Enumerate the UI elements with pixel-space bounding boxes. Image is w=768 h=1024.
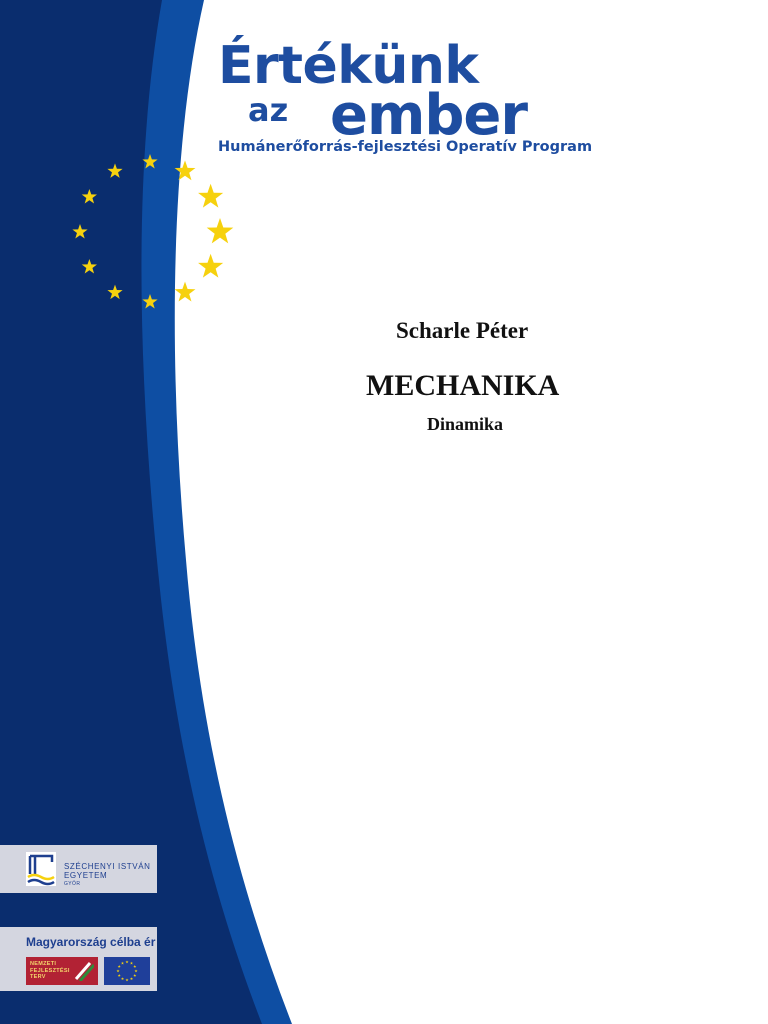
university-badge: [0, 845, 157, 893]
university-emblem-icon: [26, 852, 56, 886]
nft-badge: [0, 927, 157, 991]
nft-logo: [26, 957, 98, 985]
eu-star: [175, 282, 196, 302]
nft-logo-text: [30, 961, 70, 981]
eu-star: [207, 218, 234, 243]
university-line2: EGYETEM: [64, 871, 108, 880]
nft-logo-line1: NEMZETI: [30, 961, 57, 967]
nft-logo-line3: TERV: [30, 974, 46, 980]
book-title: MECHANIKA: [366, 369, 560, 402]
program-name: Humánerőforrás-fejlesztési Operatív Program: [218, 139, 593, 155]
author-name: Scharle Péter: [396, 318, 529, 343]
nft-logo-line2: FEJLESZTÉSI: [30, 967, 70, 974]
flag-stripe-icon: [74, 961, 94, 981]
logo-ember: ember: [330, 83, 528, 148]
university-name: [64, 862, 151, 889]
university-line1: SZÉCHENYI ISTVÁN: [64, 862, 151, 871]
nft-slogan: Magyarország célba ér: [26, 935, 156, 949]
book-subtitle: Dinamika: [427, 414, 504, 434]
eu-flag-icon: [104, 957, 150, 985]
eu-star: [198, 184, 223, 208]
university-city: GYŐR: [64, 881, 81, 887]
logo-line-ertekunk: Értékünk: [218, 36, 479, 96]
logo-az: az: [248, 91, 289, 129]
eu-star: [198, 254, 223, 278]
